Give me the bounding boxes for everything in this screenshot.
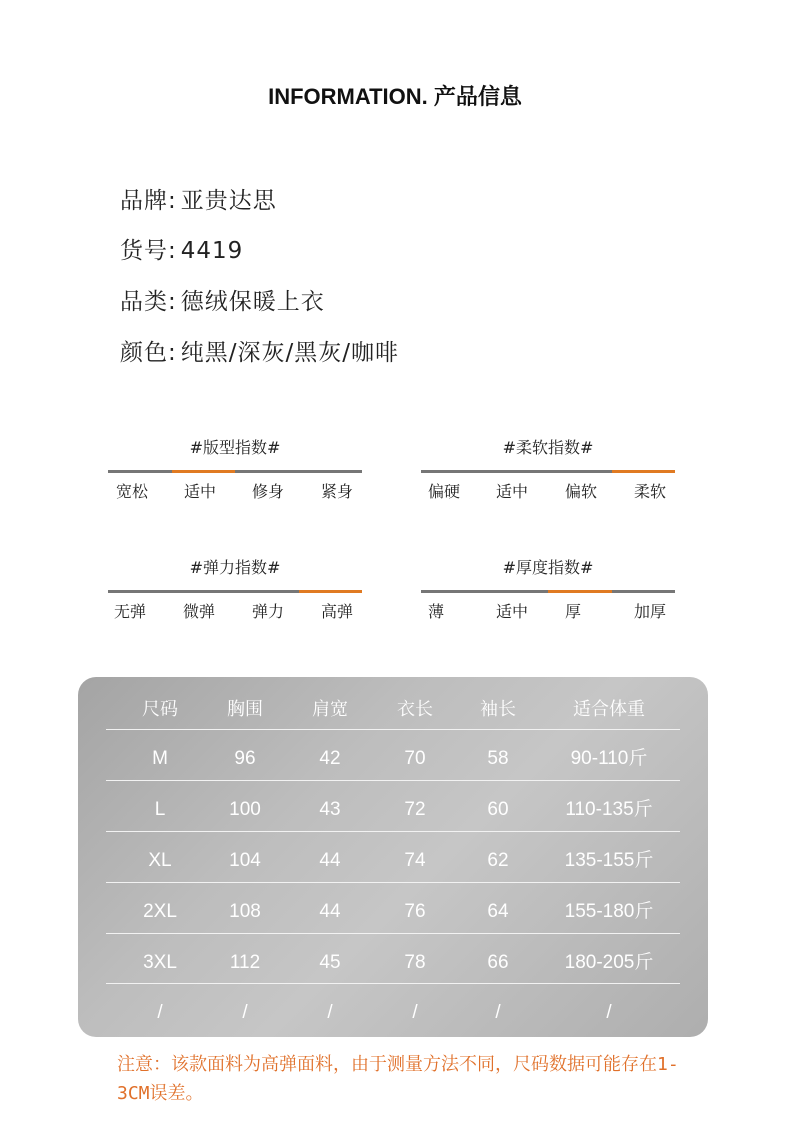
table-cell: 180-205斤 <box>564 952 654 973</box>
thickness-option: 薄 <box>428 602 445 621</box>
softness-scale-highlight <box>612 470 676 473</box>
table-cell: 62 <box>487 850 509 871</box>
category-label: 品类: <box>120 289 177 315</box>
table-divider <box>106 780 680 781</box>
brand-value: 亚贵达思 <box>180 188 277 214</box>
table-cell: 110-135斤 <box>565 799 653 820</box>
table-header-cell: 适合体重 <box>573 699 645 720</box>
table-cell: / <box>495 1002 501 1023</box>
table-cell: 42 <box>319 748 341 769</box>
elasticity-scale-title: #弹力指数# <box>189 558 281 577</box>
fit-scale-bar <box>108 470 362 473</box>
table-cell: 96 <box>234 748 256 769</box>
table-row <box>106 987 680 1038</box>
fit-option: 紧身 <box>321 482 354 501</box>
softness-option: 适中 <box>496 482 529 501</box>
fit-option: 宽松 <box>116 482 149 501</box>
table-header-cell: 衣长 <box>397 699 433 720</box>
table-cell: 104 <box>229 850 261 871</box>
table-header-cell: 袖长 <box>480 699 516 720</box>
table-cell: / <box>327 1002 333 1023</box>
thickness-option: 加厚 <box>634 602 667 621</box>
table-cell: 58 <box>487 748 509 769</box>
brand-label: 品牌: <box>120 188 177 214</box>
table-cell: 45 <box>319 952 341 973</box>
table-cell: 43 <box>319 799 341 820</box>
softness-option: 偏硬 <box>428 482 461 501</box>
table-divider <box>106 882 680 883</box>
table-header-cell: 尺码 <box>142 699 178 720</box>
table-header-cell: 肩宽 <box>312 699 348 720</box>
item-number-row <box>120 232 243 265</box>
table-row <box>106 937 680 988</box>
thickness-scale-highlight <box>548 590 612 593</box>
table-cell: / <box>157 1002 163 1023</box>
thickness-option: 厚 <box>565 602 582 621</box>
table-header-cell: 胸围 <box>227 699 263 720</box>
table-cell: 90-110斤 <box>570 748 648 769</box>
measurement-note: 注意：该款面料为高弹面料，由于测量方法不同，尺码数据可能存在1-3CM误差。 <box>117 1054 679 1104</box>
table-divider <box>106 983 680 984</box>
elasticity-option: 无弹 <box>114 602 147 621</box>
table-divider <box>106 729 680 730</box>
table-cell: / <box>412 1002 418 1023</box>
table-cell: 100 <box>229 799 261 820</box>
elasticity-scale-highlight <box>299 590 363 593</box>
table-cell: 74 <box>404 850 426 871</box>
color-row <box>120 334 399 367</box>
softness-option: 柔软 <box>634 482 667 501</box>
table-cell: 44 <box>319 901 341 922</box>
table-cell: / <box>242 1002 248 1023</box>
table-cell: M <box>152 748 168 769</box>
table-cell: 2XL <box>143 901 177 922</box>
elasticity-option: 高弹 <box>321 602 354 621</box>
table-cell: / <box>606 1002 612 1023</box>
table-cell: 155-180斤 <box>564 901 654 922</box>
brand-row <box>120 182 277 215</box>
table-cell: 70 <box>404 748 426 769</box>
table-cell: XL <box>148 850 172 871</box>
fit-option: 适中 <box>184 482 217 501</box>
thickness-option: 适中 <box>496 602 529 621</box>
table-row <box>106 733 680 784</box>
color-value: 纯黑/深灰/黑灰/咖啡 <box>180 340 399 366</box>
softness-scale-title: #柔软指数# <box>502 438 594 457</box>
color-label: 颜色: <box>120 340 177 366</box>
table-cell: L <box>154 799 166 820</box>
table-cell: 135-155斤 <box>564 850 654 871</box>
category-value: 德绒保暖上衣 <box>180 289 325 315</box>
table-row <box>106 784 680 835</box>
table-cell: 60 <box>487 799 509 820</box>
thickness-scale-title: #厚度指数# <box>502 558 594 577</box>
table-cell: 64 <box>487 901 509 922</box>
table-cell: 78 <box>404 952 426 973</box>
fit-option: 修身 <box>252 482 285 501</box>
elasticity-option: 弹力 <box>252 602 285 621</box>
table-row <box>106 835 680 886</box>
table-cell: 3XL <box>143 952 177 973</box>
table-divider <box>106 933 680 934</box>
table-cell: 72 <box>404 799 426 820</box>
fit-scale-title: #版型指数# <box>189 438 281 457</box>
softness-option: 偏软 <box>565 482 598 501</box>
table-cell: 76 <box>404 901 426 922</box>
fit-scale-highlight <box>172 470 236 473</box>
table-cell: 112 <box>229 952 261 973</box>
table-cell: 108 <box>229 901 261 922</box>
table-divider <box>106 831 680 832</box>
table-row <box>106 886 680 937</box>
elasticity-option: 微弹 <box>183 602 216 621</box>
category-row <box>120 283 325 316</box>
table-cell: 44 <box>319 850 341 871</box>
size-table <box>78 677 708 1037</box>
table-cell: 66 <box>487 952 509 973</box>
page-title: INFORMATION. 产品信息 <box>268 84 522 109</box>
item-number-value: 4419 <box>180 238 244 264</box>
table-header-row <box>106 684 680 735</box>
item-number-label: 货号: <box>120 238 177 264</box>
